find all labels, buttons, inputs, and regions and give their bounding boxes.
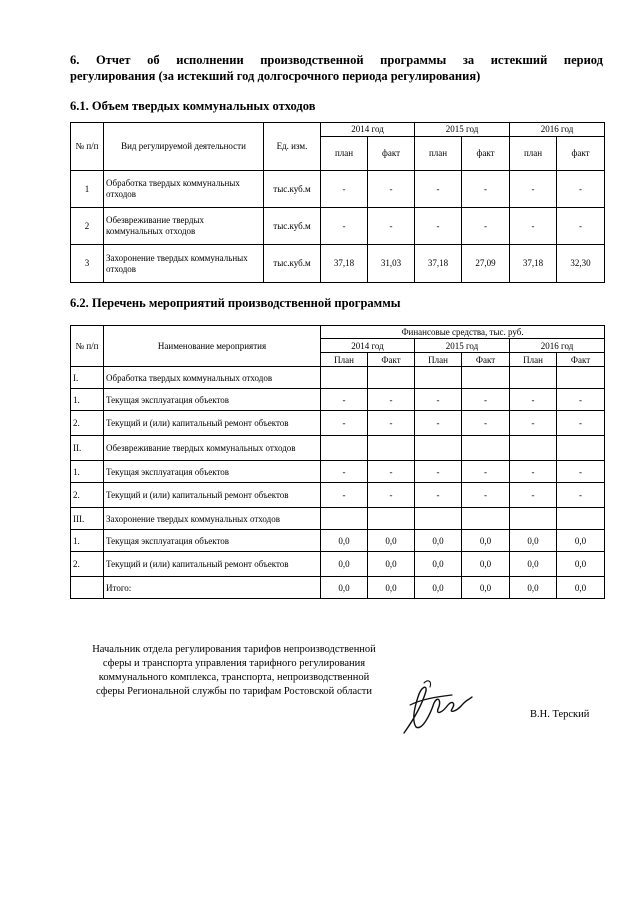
- cell-value: -: [510, 208, 557, 245]
- cell-value: [510, 508, 557, 530]
- cell-value: [321, 367, 368, 389]
- cell-value: 0,0: [462, 530, 510, 552]
- cell-value: 0,0: [557, 530, 605, 552]
- cell-value: 0,0: [510, 552, 557, 577]
- cell-value: -: [368, 208, 415, 245]
- header-fact: Факт: [368, 353, 415, 367]
- cell-value: 37,18: [321, 245, 368, 283]
- cell-value: -: [368, 483, 415, 508]
- table-row-total: [71, 577, 605, 599]
- cell-value: -: [321, 411, 368, 436]
- cell-value: -: [415, 208, 462, 245]
- cell-value: [462, 367, 510, 389]
- signatory-position: Начальник отдела регулирования тарифов непроизводственной сферы и транспорта управления тарифного регулирования коммунального комплекса, транспорта, непроизводственной сферы Региональной службы по тарифам Ростовской области: [92, 644, 376, 697]
- row-num: 2.: [71, 411, 104, 436]
- cell-value: 37,18: [415, 245, 462, 283]
- cell-value: -: [415, 483, 462, 508]
- header-year: 2015 год: [415, 339, 510, 353]
- row-name: Захоронение твердых коммунальных отходов: [104, 245, 264, 283]
- row-num: [71, 577, 104, 599]
- table-row: [71, 508, 605, 530]
- row-num: II.: [71, 436, 104, 461]
- header-year: 2015 год: [415, 123, 510, 137]
- cell-value: 0,0: [321, 577, 368, 599]
- row-unit: тыс.куб.м: [264, 245, 321, 283]
- header-unit: Ед. изм.: [264, 123, 321, 171]
- cell-value: [462, 436, 510, 461]
- cell-value: 0,0: [415, 530, 462, 552]
- table-row: [71, 245, 605, 283]
- cell-value: -: [462, 411, 510, 436]
- cell-value: [557, 436, 605, 461]
- cell-value: [415, 436, 462, 461]
- row-name: Текущий и (или) капитальный ремонт объектов: [104, 411, 321, 436]
- cell-value: -: [321, 483, 368, 508]
- cell-value: -: [557, 171, 605, 208]
- cell-value: 0,0: [321, 552, 368, 577]
- table-row: [71, 389, 605, 411]
- header-plan: план: [321, 137, 368, 171]
- cell-value: 0,0: [368, 552, 415, 577]
- cell-value: -: [368, 389, 415, 411]
- row-unit: тыс.куб.м: [264, 208, 321, 245]
- cell-value: -: [462, 389, 510, 411]
- row-unit: тыс.куб.м: [264, 171, 321, 208]
- header-measure-name: Наименование мероприятия: [104, 326, 321, 367]
- cell-value: [510, 436, 557, 461]
- cell-value: [321, 508, 368, 530]
- header-plan: план: [510, 137, 557, 171]
- row-name: Обработка твердых коммунальных отходов: [104, 171, 264, 208]
- cell-value: 0,0: [368, 577, 415, 599]
- cell-value: -: [557, 483, 605, 508]
- cell-value: 32,30: [557, 245, 605, 283]
- section-6-1-title: 6.1. Объем твердых коммунальных отходов: [70, 99, 316, 113]
- cell-value: -: [415, 171, 462, 208]
- row-name: Текущий и (или) капитальный ремонт объектов: [104, 552, 321, 577]
- cell-value: -: [557, 461, 605, 483]
- cell-value: -: [462, 483, 510, 508]
- cell-value: -: [510, 461, 557, 483]
- header-year: 2016 год: [510, 123, 605, 137]
- cell-value: -: [321, 208, 368, 245]
- header-num: № п/п: [71, 326, 104, 367]
- cell-value: [321, 436, 368, 461]
- table-row: [71, 367, 605, 389]
- cell-value: -: [368, 171, 415, 208]
- cell-value: -: [462, 171, 510, 208]
- row-num: I.: [71, 367, 104, 389]
- cell-value: [368, 436, 415, 461]
- cell-value: [462, 508, 510, 530]
- cell-value: [368, 367, 415, 389]
- cell-value: -: [415, 411, 462, 436]
- cell-value: -: [557, 389, 605, 411]
- cell-value: 0,0: [415, 577, 462, 599]
- row-name: Текущая эксплуатация объектов: [104, 461, 321, 483]
- header-fact: Факт: [462, 353, 510, 367]
- table-row: [71, 461, 605, 483]
- cell-value: 0,0: [415, 552, 462, 577]
- cell-value: -: [557, 411, 605, 436]
- row-num: 2.: [71, 483, 104, 508]
- row-num: III.: [71, 508, 104, 530]
- cell-value: -: [510, 411, 557, 436]
- cell-value: -: [368, 461, 415, 483]
- row-num: 1.: [71, 530, 104, 552]
- cell-value: [557, 367, 605, 389]
- cell-value: -: [321, 171, 368, 208]
- table-row: [71, 483, 605, 508]
- header-fact: факт: [368, 137, 415, 171]
- header-year: 2016 год: [510, 339, 605, 353]
- cell-value: -: [462, 461, 510, 483]
- row-name: Обработка твердых коммунальных отходов: [104, 367, 321, 389]
- row-name: Текущая эксплуатация объектов: [104, 530, 321, 552]
- cell-value: 0,0: [510, 577, 557, 599]
- section-6-heading-line1: 6. Отчет об исполнении производственной программы за истекший период: [70, 53, 603, 67]
- table-row: [71, 530, 605, 552]
- header-year: 2014 год: [321, 123, 415, 137]
- header-plan: План: [510, 353, 557, 367]
- handwritten-signature: [396, 675, 474, 737]
- header-fact: Факт: [557, 353, 605, 367]
- cell-value: -: [557, 208, 605, 245]
- cell-value: [510, 367, 557, 389]
- row-name: Захоронение твердых коммунальных отходов: [104, 508, 321, 530]
- cell-value: -: [510, 171, 557, 208]
- header-num: № п/п: [71, 123, 104, 171]
- cell-value: -: [510, 483, 557, 508]
- table-row: [71, 411, 605, 436]
- header-fact: факт: [462, 137, 510, 171]
- section-6-heading-line2: регулирования (за истекший год долгосрочного периода регулирования): [70, 69, 481, 83]
- section-6-heading: [70, 52, 603, 84]
- row-num: 2.: [71, 552, 104, 577]
- program-measures-table: [70, 325, 605, 599]
- cell-value: 0,0: [557, 577, 605, 599]
- cell-value: [415, 508, 462, 530]
- cell-value: -: [415, 389, 462, 411]
- cell-value: 0,0: [462, 577, 510, 599]
- row-name: Текущая эксплуатация объектов: [104, 389, 321, 411]
- cell-value: 0,0: [321, 530, 368, 552]
- header-plan: План: [321, 353, 368, 367]
- header-plan: План: [415, 353, 462, 367]
- row-num: 1.: [71, 389, 104, 411]
- table-row: [71, 171, 605, 208]
- cell-value: -: [415, 461, 462, 483]
- table-row: [71, 208, 605, 245]
- cell-value: -: [321, 389, 368, 411]
- cell-value: 27,09: [462, 245, 510, 283]
- row-num: 3: [71, 245, 104, 283]
- cell-value: 0,0: [557, 552, 605, 577]
- row-name: Обезвреживание твердых коммунальных отходов: [104, 208, 264, 245]
- table-row: [71, 436, 605, 461]
- row-num: 1.: [71, 461, 104, 483]
- cell-value: -: [510, 389, 557, 411]
- cell-value: 37,18: [510, 245, 557, 283]
- cell-value: [368, 508, 415, 530]
- cell-value: 0,0: [368, 530, 415, 552]
- cell-value: 0,0: [510, 530, 557, 552]
- signatory-name: В.Н. Терский: [530, 709, 590, 720]
- cell-value: -: [321, 461, 368, 483]
- row-name: Текущий и (или) капитальный ремонт объектов: [104, 483, 321, 508]
- cell-value: 31,03: [368, 245, 415, 283]
- cell-value: -: [368, 411, 415, 436]
- row-name: Обезвреживание твердых коммунальных отходов: [104, 436, 321, 461]
- solid-waste-volume-table: [70, 122, 605, 283]
- header-finance: Финансовые средства, тыс. руб.: [321, 326, 605, 339]
- row-num: 2: [71, 208, 104, 245]
- cell-value: -: [462, 208, 510, 245]
- header-year: 2014 год: [321, 339, 415, 353]
- header-fact: факт: [557, 137, 605, 171]
- section-6-2-title: 6.2. Перечень мероприятий производственной программы: [70, 296, 401, 310]
- header-activity: Вид регулируемой деятельности: [104, 123, 264, 171]
- table-row: [71, 552, 605, 577]
- cell-value: 0,0: [462, 552, 510, 577]
- row-num: 1: [71, 171, 104, 208]
- header-plan: план: [415, 137, 462, 171]
- row-name: Итого:: [104, 577, 321, 599]
- cell-value: [415, 367, 462, 389]
- cell-value: [557, 508, 605, 530]
